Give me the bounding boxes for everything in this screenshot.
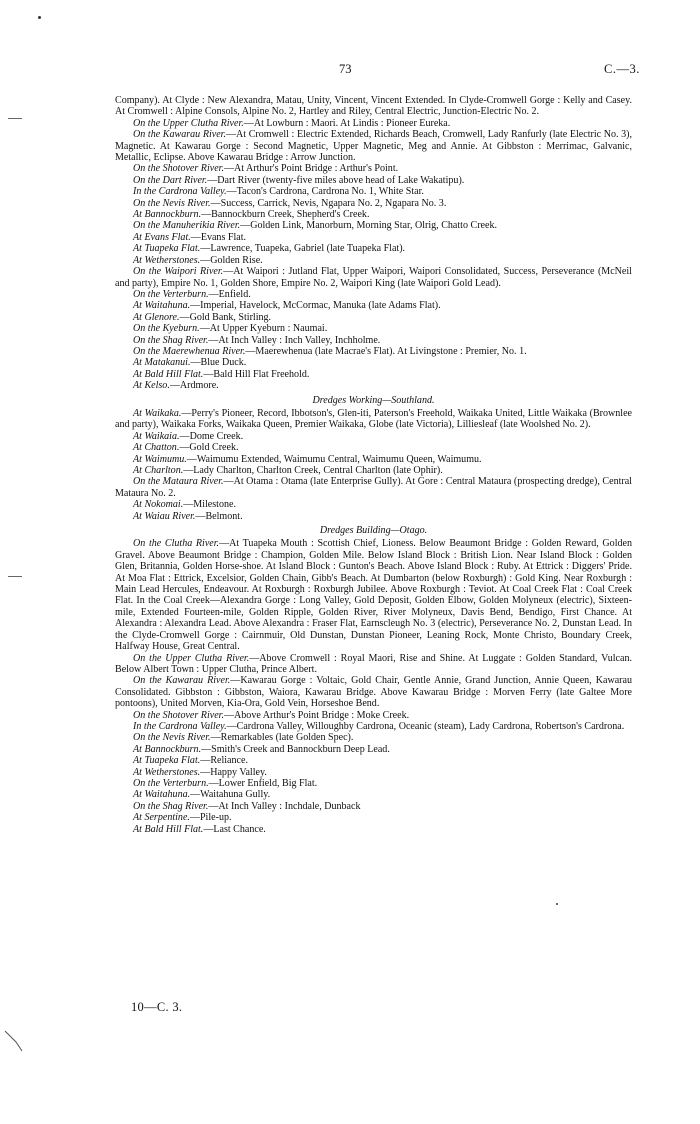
paragraph xyxy=(115,732,632,743)
dredge-list: —Lady Charlton, Charlton Creek, Central Charlton (late Ophir). xyxy=(183,465,443,476)
location-label: On the Clutha River. xyxy=(133,538,220,550)
location-label: On the Upper Clutha River. xyxy=(133,117,244,129)
location-label: In the Cardrona Valley. xyxy=(133,720,227,732)
location-label: On the Waipori River. xyxy=(133,266,224,278)
dredge-list: —Cardrona Valley, Willoughby Cardrona, Oceanic (steam), Lady Cardrona, Robertson's Cardrona. xyxy=(226,720,625,732)
paragraph xyxy=(115,118,632,129)
dredge-list: —Lawrence, Tuapeka, Gabriel (late Tuapeka Flat). xyxy=(200,243,406,255)
location-label: On the Nevis River. xyxy=(133,197,211,209)
paragraph xyxy=(115,95,632,118)
paragraph xyxy=(115,812,632,823)
corner-fold-mark xyxy=(4,1030,24,1052)
location-label: At Waikaka. xyxy=(133,407,182,419)
paragraph xyxy=(115,243,632,254)
location-label: At Matakanui. xyxy=(133,357,191,369)
location-label: On the Dart River. xyxy=(133,174,208,186)
dredge-list: —At Inch Valley : Inchdale, Dunback xyxy=(208,800,361,812)
paragraph xyxy=(115,710,632,721)
dredge-list: —Bald Hill Flat Freehold. xyxy=(203,368,310,380)
location-label: On the Shotover River. xyxy=(133,709,224,721)
dredge-list: —Pile-up. xyxy=(189,812,232,824)
dredge-list: —Gold Creek. xyxy=(179,442,239,454)
dredge-list: —Success, Carrick, Nevis, Ngapara No. 2, Ngapara No. 3. xyxy=(210,197,447,209)
dredge-list: —At Waipori : Jutland Flat, Upper Waipori, Waipori Consolidated, Success, Perseverance (McNeil and party), Empire No. 1, Golden Shore, Empire No. 2, Waipori King (late Waipori Gold Lead). xyxy=(115,266,632,289)
paragraph xyxy=(115,289,632,300)
paragraph xyxy=(115,431,632,442)
paragraph xyxy=(115,312,632,323)
location-label: In the Cardrona Valley. xyxy=(133,186,227,198)
location-label: On the Verterburn. xyxy=(133,288,209,300)
scan-speck xyxy=(556,903,558,905)
paragraph xyxy=(115,408,632,431)
location-label: At Waimumu. xyxy=(133,453,187,465)
dredge-list: —Ardmore. xyxy=(169,380,219,392)
section-heading: Dredges Building—Otago. xyxy=(319,525,428,537)
dredge-list: Company). At Clyde : New Alexandra, Matau, Unity, Vincent, Vincent Extended. In Clyde-Cromwell Gorge : Kelly and Casey. At Cromwell : Alpine Consols, Alpine No. 2, Hartley and Riley, Central Electric, Junction-Electric No. 2. xyxy=(115,95,632,118)
paragraph xyxy=(115,465,632,476)
dredge-list: —Kawarau Gorge : Voltaic, Gold Chair, Gentle Annie, Grand Junction, Annie Queen, Kawarau Consolidated. Gibbston : Gibbston, Waiora, Kawarau Bridge. Above Kawarau Bridge : Morven Ferry (late Galtee More pontoons), United Morven, Kia-Ora, Gold Vein, Horseshoe Bend. xyxy=(115,675,632,710)
location-label: On the Nevis River. xyxy=(133,732,211,744)
dredge-list: —Golden Rise. xyxy=(200,254,263,266)
paragraph xyxy=(115,721,632,732)
location-label: At Charlton. xyxy=(133,465,184,476)
location-label: At Waikaia. xyxy=(133,430,180,442)
paragraph xyxy=(115,767,632,778)
paragraph xyxy=(115,538,632,652)
page-number: 73 xyxy=(339,62,352,76)
dredge-list: —At Otama : Otama (late Enterprise Gully). At Gore : Central Mataura (prospecting dredge), Central Mataura No. 2. xyxy=(115,476,632,499)
dredge-list: —Reliance. xyxy=(200,755,248,767)
location-label: On the Upper Clutha River. xyxy=(133,652,250,664)
dredge-list: —Perry's Pioneer, Record, Ibbotson's, Glen-iti, Paterson's Freehold, Waikaka United, Little Waikaka (Brownlee and party), Waikaka Forks, Waikaka Queen, Premier Waikaka, Globe (late Victoria), Lilliesleaf (late Woolshed No. 2). xyxy=(115,407,632,431)
paragraph xyxy=(115,209,632,220)
dredge-list: —At Cromwell : Electric Extended, Richards Beach, Cromwell, Lady Ranfurly (late Electric No. 3), Magnetic. At Kawarau Gorge : Second Magnetic, Upper Magnetic, Meg and Annie. At Gibbston : Merrimac, Galvanic, Metallic, Eclipse. Above Kawarau Bridge : Arrow Junction. xyxy=(115,129,632,164)
paragraph xyxy=(115,755,632,766)
dredge-list: —Bannockburn Creek, Shepherd's Creek. xyxy=(201,209,370,221)
paragraph xyxy=(115,186,632,197)
dredge-list: —Enfield. xyxy=(208,288,251,300)
paragraph xyxy=(115,744,632,755)
paragraph xyxy=(115,335,632,346)
paragraph xyxy=(115,511,632,522)
paragraph xyxy=(115,789,632,800)
location-label: On the Shag River. xyxy=(133,800,209,812)
paragraph xyxy=(115,255,632,266)
location-label: On the Kawarau River. xyxy=(133,675,231,687)
paragraph xyxy=(115,778,632,789)
location-label: On the Shag River. xyxy=(133,334,209,346)
dredge-list: —Gold Bank, Stirling. xyxy=(179,311,272,323)
paragraph xyxy=(115,380,632,391)
dredge-list: —Blue Duck. xyxy=(190,357,247,369)
location-label: At Wetherstones. xyxy=(133,766,201,778)
dredge-list: —Above Cromwell : Royal Maori, Rise and Shine. At Luggate : Golden Standard, Vulcan. Below Albert Town : Upper Clutha, Prince Albert. xyxy=(115,652,633,675)
dredge-list: —At Upper Kyeburn : Naumai. xyxy=(199,323,328,335)
paragraph xyxy=(115,499,632,510)
paragraph xyxy=(115,653,632,676)
dredge-list: —Maerewhenua (late Macrae's Flat). At Livingstone : Premier, No. 1. xyxy=(245,345,527,357)
dredge-list: —Last Chance. xyxy=(203,823,266,835)
paragraph xyxy=(115,824,632,835)
location-label: At Tuapeka Flat. xyxy=(133,755,201,767)
paragraph xyxy=(115,300,632,311)
dredge-list: —Imperial, Havelock, McCormac, Manuka (late Adams Flat). xyxy=(190,300,441,312)
paragraph xyxy=(115,675,632,709)
paragraph xyxy=(115,232,632,243)
dredge-list: —Happy Valley. xyxy=(200,766,267,778)
paragraph xyxy=(115,220,632,231)
paragraph xyxy=(115,323,632,334)
dredge-list: —Above Arthur's Point Bridge : Moke Creek. xyxy=(223,709,410,721)
location-label: At Waitahuna. xyxy=(133,300,191,312)
dredge-list: —Belmont. xyxy=(195,510,243,522)
location-label: At Serpentine. xyxy=(133,812,190,824)
dredge-list: —Tacon's Cardrona, Cardrona No. 1, White Star. xyxy=(226,186,424,198)
paragraph xyxy=(115,346,632,357)
location-label: At Evans Flat. xyxy=(133,231,191,243)
location-label: At Tuapeka Flat. xyxy=(133,243,201,255)
dredge-list: —Golden Link, Manorburn, Morning Star, Olrig, Chatto Creek. xyxy=(240,220,498,232)
dredge-list: —Milestone. xyxy=(183,499,236,511)
location-label: On the Manuherikia River. xyxy=(133,220,241,232)
margin-tick-mark xyxy=(8,118,22,119)
location-label: On the Shotover River. xyxy=(133,163,224,175)
document-code: C.—3. xyxy=(604,62,640,76)
dredge-list: —Waitahuna Gully. xyxy=(190,789,271,801)
paragraph xyxy=(115,454,632,465)
dredge-list: —Dart River (twenty-five miles above head of Lake Wakatipu). xyxy=(207,174,465,186)
paragraph xyxy=(115,163,632,174)
location-label: On the Maerewhenua River. xyxy=(133,345,246,357)
margin-tick-mark xyxy=(8,576,22,577)
paragraph xyxy=(115,369,632,380)
paragraph xyxy=(115,357,632,368)
location-label: At Bald Hill Flat. xyxy=(133,368,204,380)
dredge-list: —Smith's Creek and Bannockburn Deep Lead. xyxy=(201,743,390,755)
location-label: At Wetherstones. xyxy=(133,254,201,266)
scan-speck xyxy=(38,16,41,19)
dredge-list: —At Arthur's Point Bridge : Arthur's Point. xyxy=(223,163,399,175)
location-label: At Kelso. xyxy=(133,380,170,392)
location-label: On the Kawarau River. xyxy=(133,129,226,141)
paragraph xyxy=(115,266,632,289)
dredge-list: —At Lowburn : Maori. At Lindis : Pioneer Eureka. xyxy=(243,117,451,129)
location-label: On the Verterburn. xyxy=(133,777,209,789)
dredge-list: —Evans Flat. xyxy=(190,231,247,243)
paragraph xyxy=(115,442,632,453)
location-label: At Waitahuna. xyxy=(133,789,191,801)
location-label: On the Mataura River. xyxy=(133,476,224,488)
location-label: At Chatton. xyxy=(133,442,180,454)
paragraph xyxy=(115,129,632,163)
document-body xyxy=(115,95,632,835)
location-label: At Glenore. xyxy=(133,311,180,323)
location-label: At Waiau River. xyxy=(133,510,196,522)
dredge-list: —Dome Creek. xyxy=(179,430,244,442)
dredge-list: —Lower Enfield, Big Flat. xyxy=(208,777,318,789)
location-label: At Bannockburn. xyxy=(133,209,202,221)
paragraph xyxy=(115,801,632,812)
dredge-list: —Remarkables (late Golden Spec). xyxy=(210,732,354,744)
signature-mark: 10—C. 3. xyxy=(131,1000,183,1014)
dredge-list: —At Inch Valley : Inch Valley, Inchholme. xyxy=(208,334,381,346)
location-label: At Nokomai. xyxy=(133,499,184,511)
location-label: At Bannockburn. xyxy=(133,743,202,755)
paragraph xyxy=(115,175,632,186)
paragraph xyxy=(115,198,632,209)
location-label: At Bald Hill Flat. xyxy=(133,823,204,835)
paragraph xyxy=(115,476,632,499)
dredge-list: —Waimumu Extended, Waimumu Central, Waimumu Queen, Waimumu. xyxy=(186,453,482,465)
dredge-list: —At Tuapeka Mouth : Scottish Chief, Lioness. Below Beaumont Bridge : Golden Reward, Golden Gravel. Above Beaumont Bridge : Champion, Golden Mile. Below Island Block : British Lion. Near Island Block : Golden Glen, Britannia, Golden Horse-shoe. At Island Block : Gunton's Beach. Above Island Block : Ruby. At Ettrick : Diggers' Pride. At Moa Flat : Ettrick, Excelsior, Golden Chain, Gibb's Beach. At Dumbarton (below Roxburgh) : Gold King. Near Roxburgh : Main Lead Hercules, Endeavour. At Roxburgh : Roxburgh Jubilee. Above Roxburgh : Teviot. At Coal Creek Flat : Coal Creek Flat. In the Coal Creek—Alexandra Gorge : Long Valley, Gold Deposit, Golden Elbow, Golden Molyneux (electric), Sixteen-mile, Extended Fourteen-mile, Golden Ripple, Golden River, River Molyneux, Davis Bend, Bendigo, First Chance. At Alexandra : Alexandra Lead. Above Alexandra : Fraser Flat, Earnscleugh No. 3 (electric), Perseverance No. 2, Dunstan Lead. In the Clyde-Cromwell Gorge : Cairnmuir, Old Dunstan, Dunstan Pioneer, Leaning Rock, Monte Christo, Boundary Creek, Halfway House, Great Central. xyxy=(115,538,632,653)
section-heading: Dredges Working—Southland. xyxy=(312,394,435,406)
location-label: On the Kyeburn. xyxy=(133,323,200,335)
